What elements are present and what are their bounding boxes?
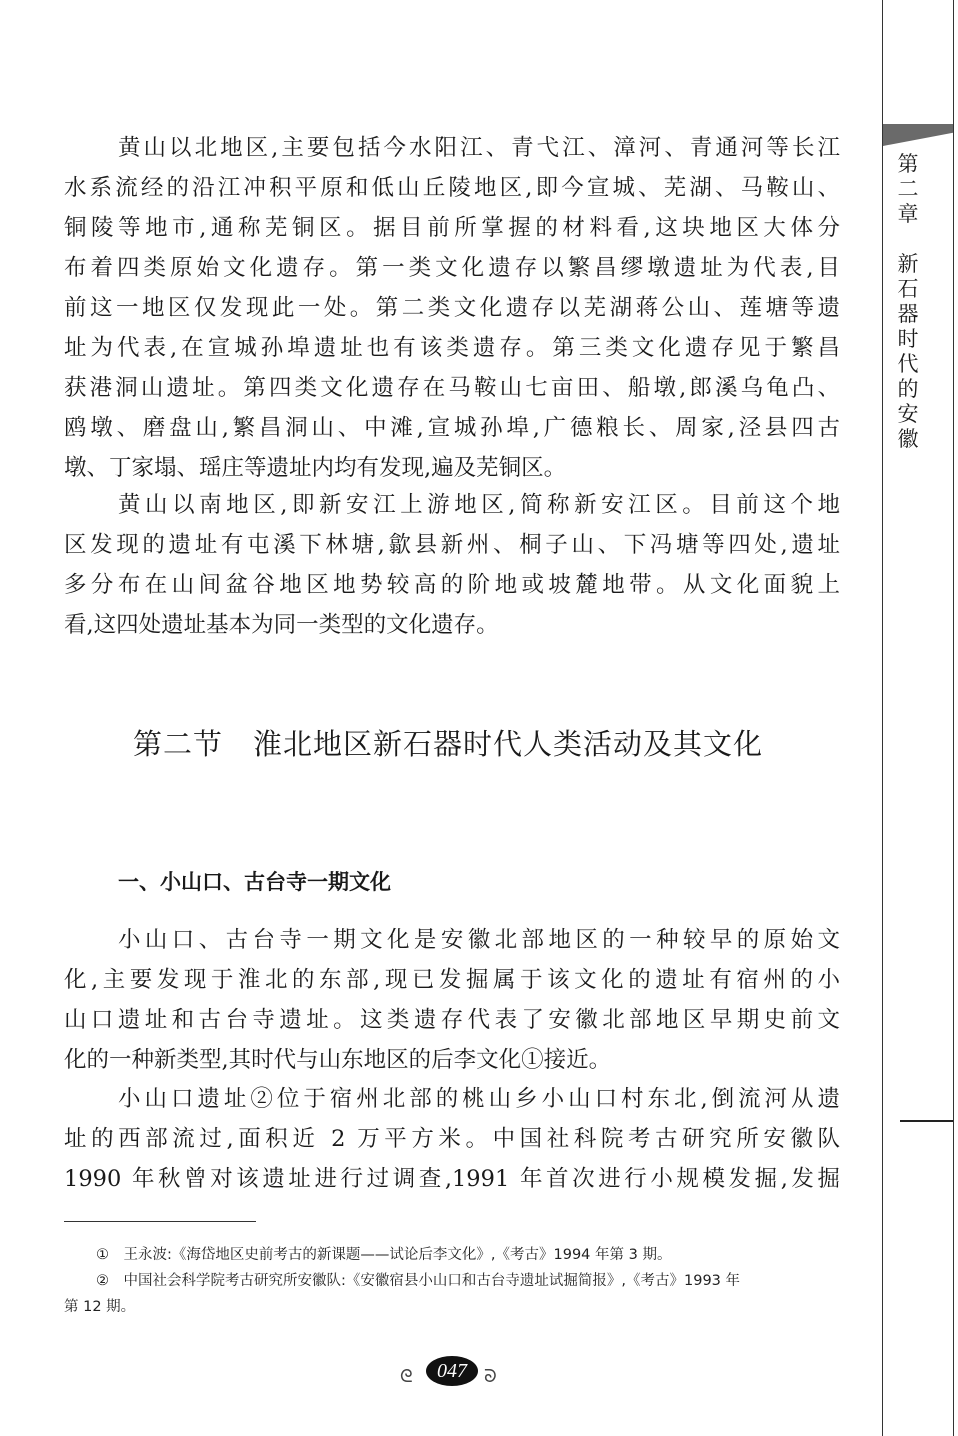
text-line: 化的一种新类型,其时代与山东地区的后李文化①接近。 bbox=[64, 1047, 612, 1073]
chapter-tab-char: 的 bbox=[897, 377, 919, 401]
thumb-index-line bbox=[900, 1120, 953, 1122]
text-line: 铜陵等地市,通称芜铜区。据目前所掌握的材料看,这块地区大体分 bbox=[64, 215, 840, 241]
text-line: 化,主要发现于淮北的东部,现已发掘属于该文化的遗址有宿州的小 bbox=[64, 967, 840, 993]
chapter-tab-char: 石 bbox=[897, 277, 919, 301]
subsection-heading: 一、小山口、古台寺一期文化 bbox=[118, 870, 391, 894]
chapter-tab-char: 代 bbox=[897, 352, 919, 376]
footnote-1: ① 王永波:《海岱地区史前考古的新课题——试论后李文化》,《考古》1994 年第 3 期。 bbox=[96, 1247, 672, 1263]
page-edge-line bbox=[953, 0, 954, 1436]
text-line: 黄山以北地区,主要包括今水阳江、青弋江、漳河、青通河等长江 bbox=[118, 135, 840, 161]
page-edge-line bbox=[882, 0, 883, 1436]
text-line: 水系流经的沿江冲积平原和低山丘陵地区,即今宣城、芜湖、马鞍山、 bbox=[64, 175, 840, 201]
text-line: 前这一地区仅发现此一处。第二类文化遗存以芜湖蒋公山、莲塘等遗 bbox=[64, 295, 840, 321]
text-line: 看,这四处遗址基本为同一类型的文化遗存。 bbox=[64, 612, 499, 638]
text-line: 1990 年秋曾对该遗址进行过调查,1991 年首次进行小规模发掘,发掘 bbox=[64, 1166, 840, 1192]
chapter-tab-char: 安 bbox=[897, 402, 919, 426]
chapter-tab bbox=[896, 152, 920, 452]
text-line: 黄山以南地区,即新安江上游地区,简称新安江区。目前这个地 bbox=[118, 492, 840, 518]
page-number: 047 bbox=[426, 1356, 478, 1386]
text-line: 小山口遗址②位于宿州北部的桃山乡小山口村东北,倒流河从遗 bbox=[118, 1086, 840, 1112]
text-line: 址的西部流过,面积近 2 万平方米。中国社科院考古研究所安徽队 bbox=[64, 1126, 840, 1152]
footnote-2-continued: 第 12 期。 bbox=[64, 1299, 136, 1315]
chapter-tab-char: 徽 bbox=[897, 427, 919, 451]
paragraph-culture-intro bbox=[64, 920, 840, 1080]
chapter-tab-char: 章 bbox=[897, 202, 919, 226]
text-line: 址为代表,在宣城孙埠遗址也有该类遗存。第三类文化遗存见于繁昌 bbox=[64, 335, 840, 361]
footnote-divider bbox=[64, 1221, 256, 1222]
text-line: 鸥墩、磨盘山,繁昌洞山、中滩,宣城孙埠,广德粮长、周家,泾县四古 bbox=[64, 415, 840, 441]
chapter-tab-char: 第 bbox=[897, 152, 919, 176]
paragraph-xiaoshankou-site bbox=[64, 1079, 840, 1199]
text-line: 布着四类原始文化遗存。第一类文化遗存以繁昌缪墩遗址为代表,目 bbox=[64, 255, 840, 281]
chapter-tab-marker bbox=[883, 124, 953, 146]
cloud-ornament-icon: ᘐ bbox=[484, 1366, 497, 1387]
text-line: 多分布在山间盆谷地区地势较高的阶地或坡麓地带。从文化面貌上 bbox=[64, 572, 840, 598]
paragraph-south-huangshan bbox=[64, 485, 840, 645]
page-number-ornament bbox=[400, 1352, 510, 1392]
text-line: 小山口、古台寺一期文化是安徽北部地区的一种较早的原始文 bbox=[118, 927, 840, 953]
text-line: 墩、丁家塌、瑶庄等遗址内均有发现,遍及芜铜区。 bbox=[64, 455, 567, 481]
chapter-tab-char: 时 bbox=[897, 327, 919, 351]
section-heading: 第二节 淮北地区新石器时代人类活动及其文化 bbox=[133, 727, 764, 761]
footnotes bbox=[64, 1242, 840, 1320]
chapter-tab-char: 二 bbox=[897, 177, 919, 201]
chapter-tab-char: 新 bbox=[897, 252, 919, 276]
paragraph-north-huangshan bbox=[64, 128, 840, 488]
text-line: 区发现的遗址有屯溪下林塘,歙县新州、桐子山、下冯塘等四处,遗址 bbox=[64, 532, 840, 558]
chapter-tab-char bbox=[896, 227, 920, 252]
text-line: 获港洞山遗址。第四类文化遗存在马鞍山七亩田、船墩,郎溪乌龟凸、 bbox=[64, 375, 840, 401]
text-line: 山口遗址和古台寺遗址。这类遗存代表了安徽北部地区早期史前文 bbox=[64, 1007, 840, 1033]
cloud-ornament-icon: ᘓ bbox=[400, 1366, 413, 1387]
chapter-tab-char: 器 bbox=[897, 302, 919, 326]
footnote-2: ② 中国社会科学院考古研究所安徽队:《安徽宿县小山口和古台寺遗址试掘简报》,《考古》1993 年 bbox=[96, 1273, 741, 1289]
